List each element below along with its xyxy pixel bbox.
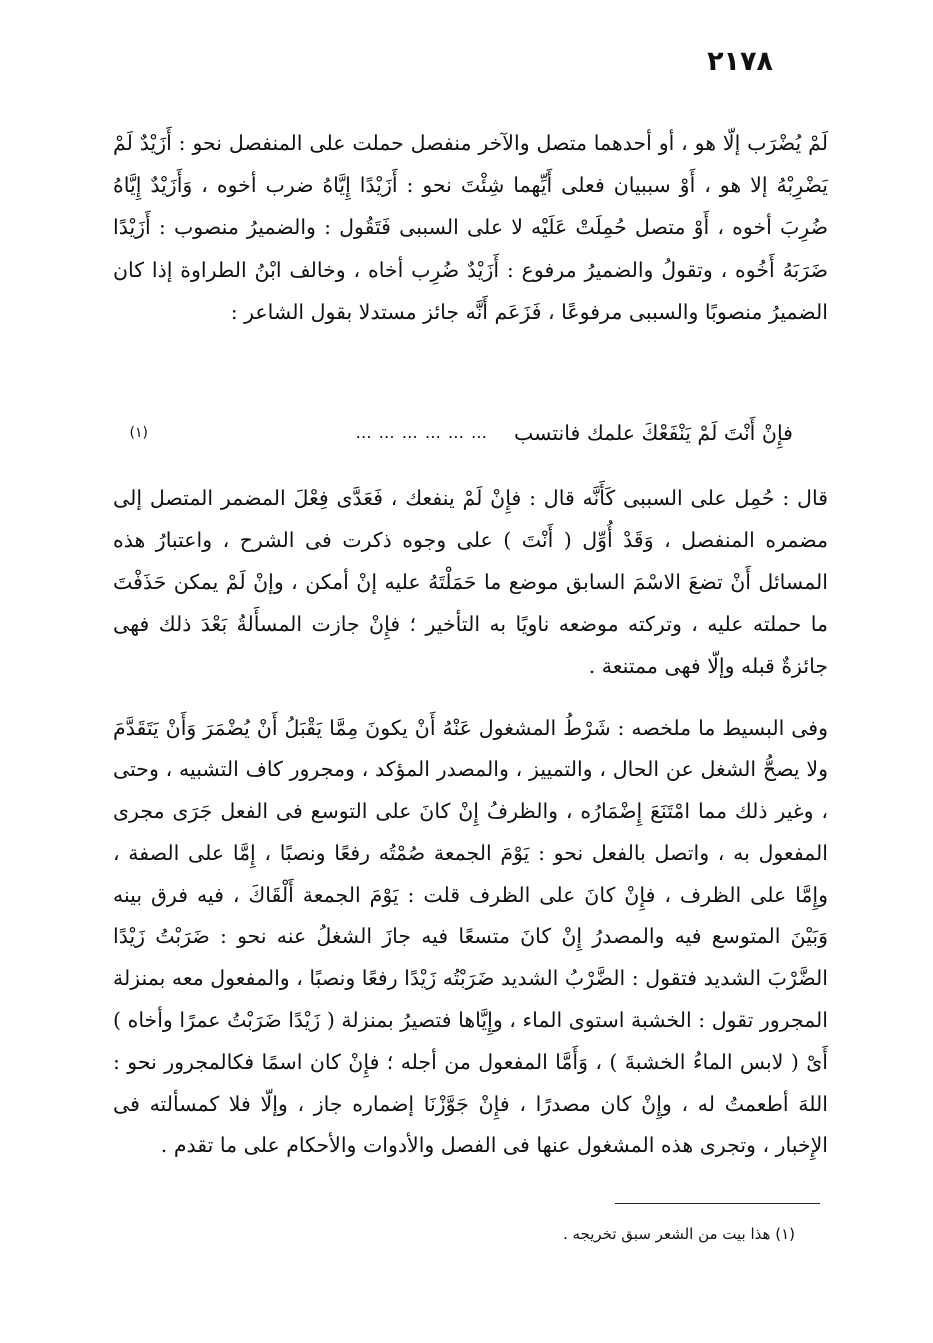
poetry-verse — [113, 412, 793, 454]
paragraph-1-text: لَمْ يُضْرَب إلّا هو ، أو أحدهما متصل والآخر منفصل حملت على المنفصل نحو : أَزَيْدٌ لَمْ يَضْرِبْهُ إلا هو ، أَوْ سببيان فعلى أَيِّهما شِئْتَ نحو : أَزَيْدًا إِيَّاهُ ضرب أخوه ، وَأَزَيْدٌ إِيَّاهُ ضُرِبَ أخوه ، أَوْ متصل حُمِلَتْ عَلَيْه لا على السببى فَتَقُول : والضميرُ منصوب : أَزَيْدًا ضَرَبَهُ أَخُوه ، وتقولُ والضميرُ مرفوع : أَزَيْدٌ ضُرِب أخاه ، وخالف ابْنُ الطراوة إذا كان الضميرُ منصوبًا والسببى مرفوعًا ، فَزَعَم أَنَّه جائز مستدلا بقول الشاعر : — [113, 131, 828, 324]
paragraph-3-text: وفى البسيط ما ملخصه : شَرْطُ المشغول عَنْهُ أَنْ يكونَ مِمَّا يَقْبَلُ أَنْ يُضْمَرَ وَأَنْ يَتَقَدَّمَ ولا يصحُّ الشغل عن الحال ، والتمييز ، والمصدر المؤكد ، ومجرور كاف التشبيه ، وحتى ، وغير ذلك مما امْتَنَعَ إِضْمَارُه ، والظرفُ إِنْ كانَ على التوسع فى الفعل جَرَى مجرى المفعول به ، واتصل بالفعل نحو : يَوْمَ الجمعة صُمْتُه رفعًا ونصبًا ، إِمَّا على الصفة ، وإِمَّا على الظرف ، فإِنْ كانَ على الظرف قلت : يَوْمَ الجمعة أَلْقَاكَ ، فيه فرق بينه وَبَيْنَ المتوسع فيه والمصدرُ إِنْ كانَ متسعًا فيه جازَ الشغلُ عنه نحو : ضَرَبْتُ زَيْدًا الضَّرْبَ الشديد فتقول : الضَّرْبُ الشديد ضَرَبْتُه زَيْدًا رفعًا ونصبًا ، والمفعول معه بمنزلة المجرور تقول : الخشبة استوى الماء ، وإِيَّاها فتصيرُ بمنزلة ( زَيْدًا ضَرَبْتُ عمرًا وأخاه ) أَىْ ( لابس الماءُ الخشبةَ ) ، وَأَمَّا المفعول من أجله ؛ فإِنْ كان اسمًا فكالمجرور نحو : اللهَ أطعمتُ له ، وإِنْ كان مصدرًا ، فإِنْ جَوَّزْنَا إضماره جاز ، وإلّا فلا كمسألته فى الإِخبار ، وتجرى هذه المشغول عنها فى الفصل والأدوات والأحكام على ما تقدم . — [113, 715, 828, 1158]
page-number: ٢١٧٨ — [707, 46, 773, 77]
verse-ellipsis: … … … … … … — [355, 423, 488, 442]
paragraph-3 — [113, 687, 828, 1188]
paragraph-2 — [113, 456, 828, 708]
footnote-reference: (١) — [129, 425, 148, 441]
footnote: (١) هذا بيت من الشعر سبق تخريجه . — [562, 1225, 795, 1243]
footnote-divider — [615, 1203, 820, 1204]
verse-hemistich: فإِنْ أَنْتَ لَمْ يَنْفَعْكَ علمك فانتسب — [513, 421, 793, 445]
paragraph-2-text: قال : حُمِل على السببى كَأَنَّه قال : فإِنْ لَمْ ينفعك ، فَعَدَّى فِعْلَ المضمر المتصل إلى مضمره المنفصل ، وَقَدْ أُوِّل ( أَنْتَ ) على وجوه ذكرت فى الشرح ، واعتبارُ هذه المسائل أَنْ تضعَ الاسْمَ السابق موضع ما حَمَلْتَهُ عليه إنْ أمكن ، وإنْ لَمْ يمكن حَذَفْتَ ما حملته عليه ، وتركته موضعه ناويًا به التأخير ؛ فإِنْ جازت المسأَلةُ بَعْدَ ذلك فهى جائزةٌ قبله وإلّا فهى ممتنعة . — [113, 485, 828, 679]
paragraph-1 — [113, 122, 828, 333]
